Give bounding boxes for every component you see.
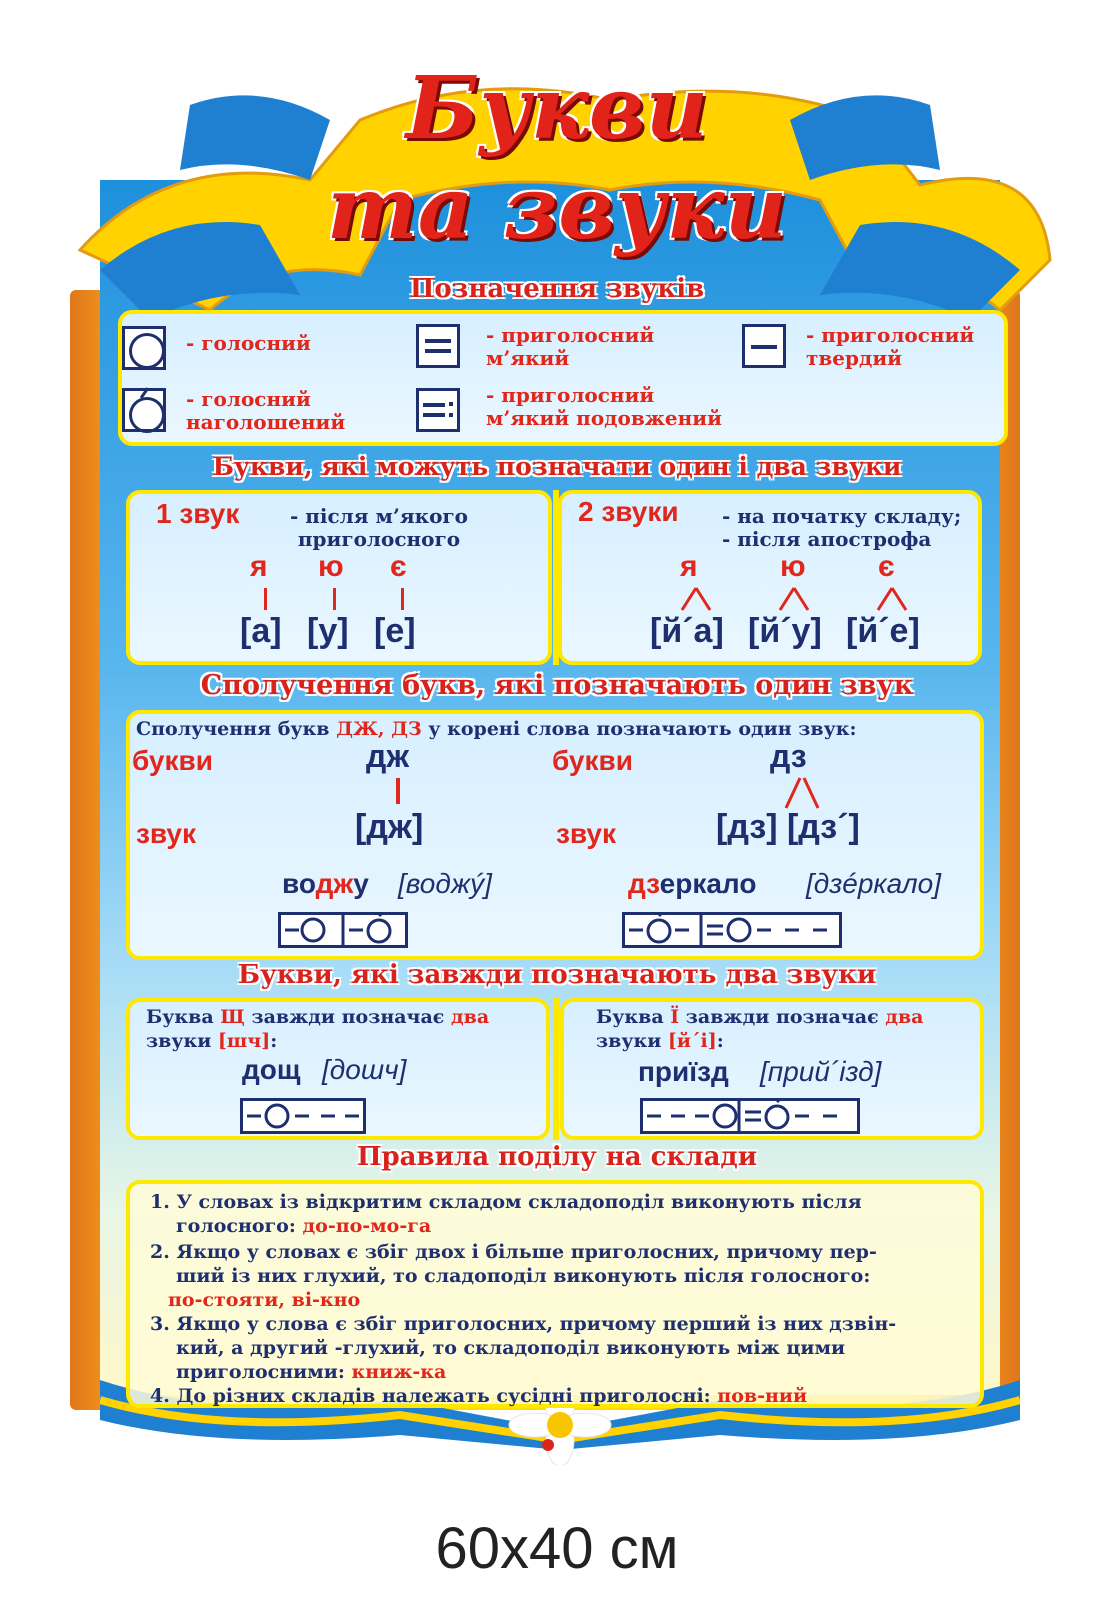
sound-dz: [дз] [дз´] bbox=[716, 808, 860, 846]
word-vodzhu: воджу bbox=[282, 868, 369, 899]
label-soft-long-consonant: - приголосний м’який подовжений bbox=[486, 383, 722, 430]
letters-dzh: дж bbox=[366, 738, 409, 774]
link-line bbox=[264, 588, 267, 610]
syllable-scheme bbox=[622, 912, 842, 948]
rule-3: 3. Якщо у слова є збіг приголосних, причому перший із них дзвін- кий, а другий -глухий, то складоподіл виконують між цими приголосними: книж-ка bbox=[150, 1313, 897, 1383]
stressed-vowel-symbol-icon bbox=[122, 388, 166, 432]
combinations-intro: Сполучення букв ДЖ, ДЗ у корені слова позначають один звук: bbox=[136, 718, 857, 740]
letter-ye-2: є bbox=[878, 550, 895, 583]
link-line bbox=[333, 588, 336, 610]
shch-rule-line2: звуки [шч]: bbox=[146, 1030, 278, 1052]
vowel-symbol-icon bbox=[122, 326, 166, 370]
sound-ya-two: [й´а] bbox=[650, 612, 724, 650]
label-soft-consonant: - приголосний м’який bbox=[486, 323, 655, 370]
letter-ya-1: я bbox=[250, 550, 268, 583]
transcription-pryizd: [прий´ізд] bbox=[760, 1056, 882, 1087]
link-line bbox=[401, 588, 404, 610]
one-sound-note: - після м’якого приголосного bbox=[290, 504, 469, 551]
section-heading-combinations: Сполучення букв, які позначають один звук bbox=[200, 670, 914, 701]
sound-yu-two: [й´у] bbox=[748, 612, 822, 650]
sound-u: [у] bbox=[307, 612, 349, 650]
letters-dz: дз bbox=[770, 738, 807, 774]
rule-4: 4. До різних складів належать сусідні приголосні: пов-ний bbox=[150, 1385, 808, 1407]
sound-label-right: звук bbox=[556, 818, 617, 849]
yi-rule-line1: Буква Ї завжди позначає два bbox=[596, 1006, 924, 1028]
section-heading-two-sounds-always: Букви, які завжди позначають два звуки bbox=[237, 960, 877, 990]
yi-rule-line2: звуки [й´і]: bbox=[596, 1030, 724, 1052]
soft-consonant-symbol-icon bbox=[416, 324, 460, 368]
label-stressed-vowel: - голосний наголошений bbox=[186, 387, 346, 434]
word-dzerkalo: дзеркало bbox=[628, 868, 757, 899]
poster-title-line2: та звуки bbox=[326, 158, 788, 259]
letter-yu-2: ю bbox=[780, 550, 806, 583]
sound-a: [а] bbox=[240, 612, 282, 650]
shch-rule-line1: Буква Щ завжди позначає два bbox=[146, 1006, 490, 1028]
sound-dzh: [дж] bbox=[355, 808, 424, 846]
one-sound-title: 1 звук bbox=[156, 498, 240, 529]
hard-consonant-symbol-icon bbox=[742, 324, 786, 368]
label-vowel: - голосний bbox=[186, 331, 311, 355]
panel-divider bbox=[553, 490, 559, 665]
section-heading-one-or-two-sounds: Букви, які можуть позначати один і два звуки bbox=[212, 452, 902, 481]
transcription-doshch: [дошч] bbox=[322, 1054, 407, 1085]
soft-long-consonant-symbol-icon bbox=[416, 388, 460, 432]
syllable-scheme bbox=[640, 1098, 860, 1134]
word-doshch: дощ bbox=[242, 1054, 301, 1085]
transcription-dzerkalo: [дзéркало] bbox=[806, 868, 942, 899]
link-line bbox=[396, 778, 400, 804]
split-arrows bbox=[770, 776, 840, 812]
section-heading-syllable-rules: Правила поділу на склади bbox=[356, 1142, 758, 1172]
two-sounds-note: - на початку складу; - після апострофа bbox=[722, 504, 962, 551]
sound-label-left: звук bbox=[136, 818, 197, 849]
two-sounds-title: 2 звуки bbox=[578, 496, 679, 527]
sound-ye-two: [й´е] bbox=[846, 612, 920, 650]
syllable-scheme bbox=[240, 1098, 366, 1134]
letters-label-left: букви bbox=[132, 745, 213, 776]
sound-e: [е] bbox=[374, 612, 416, 650]
panel-divider bbox=[553, 998, 559, 1140]
rule-2: 2. Якщо у словах є збіг двох і більше приголосних, причому пер- ший із них глухий, то сладоподіл виконують після голосного: по-стояти, ві-кно bbox=[150, 1241, 877, 1311]
poster-title-line1: Букви bbox=[405, 58, 709, 159]
rule-1: 1. У словах із відкритим складом складоподіл виконують після голосного: до-по-мо-га bbox=[150, 1191, 862, 1237]
transcription-vodzhu: [воджý] bbox=[398, 868, 492, 899]
letter-ye-1: є bbox=[390, 550, 407, 583]
letters-label-right: букви bbox=[552, 745, 633, 776]
poster-size-label: 60x40 см bbox=[435, 1516, 679, 1581]
label-hard-consonant: - приголосний твердий bbox=[806, 323, 975, 370]
letter-ya-2: я bbox=[680, 550, 698, 583]
section-heading-sound-notation: Позначення звуків bbox=[409, 274, 705, 304]
letter-yu-1: ю bbox=[318, 550, 344, 583]
word-pryizd: приїзд bbox=[638, 1056, 729, 1087]
syllable-scheme bbox=[278, 912, 408, 948]
